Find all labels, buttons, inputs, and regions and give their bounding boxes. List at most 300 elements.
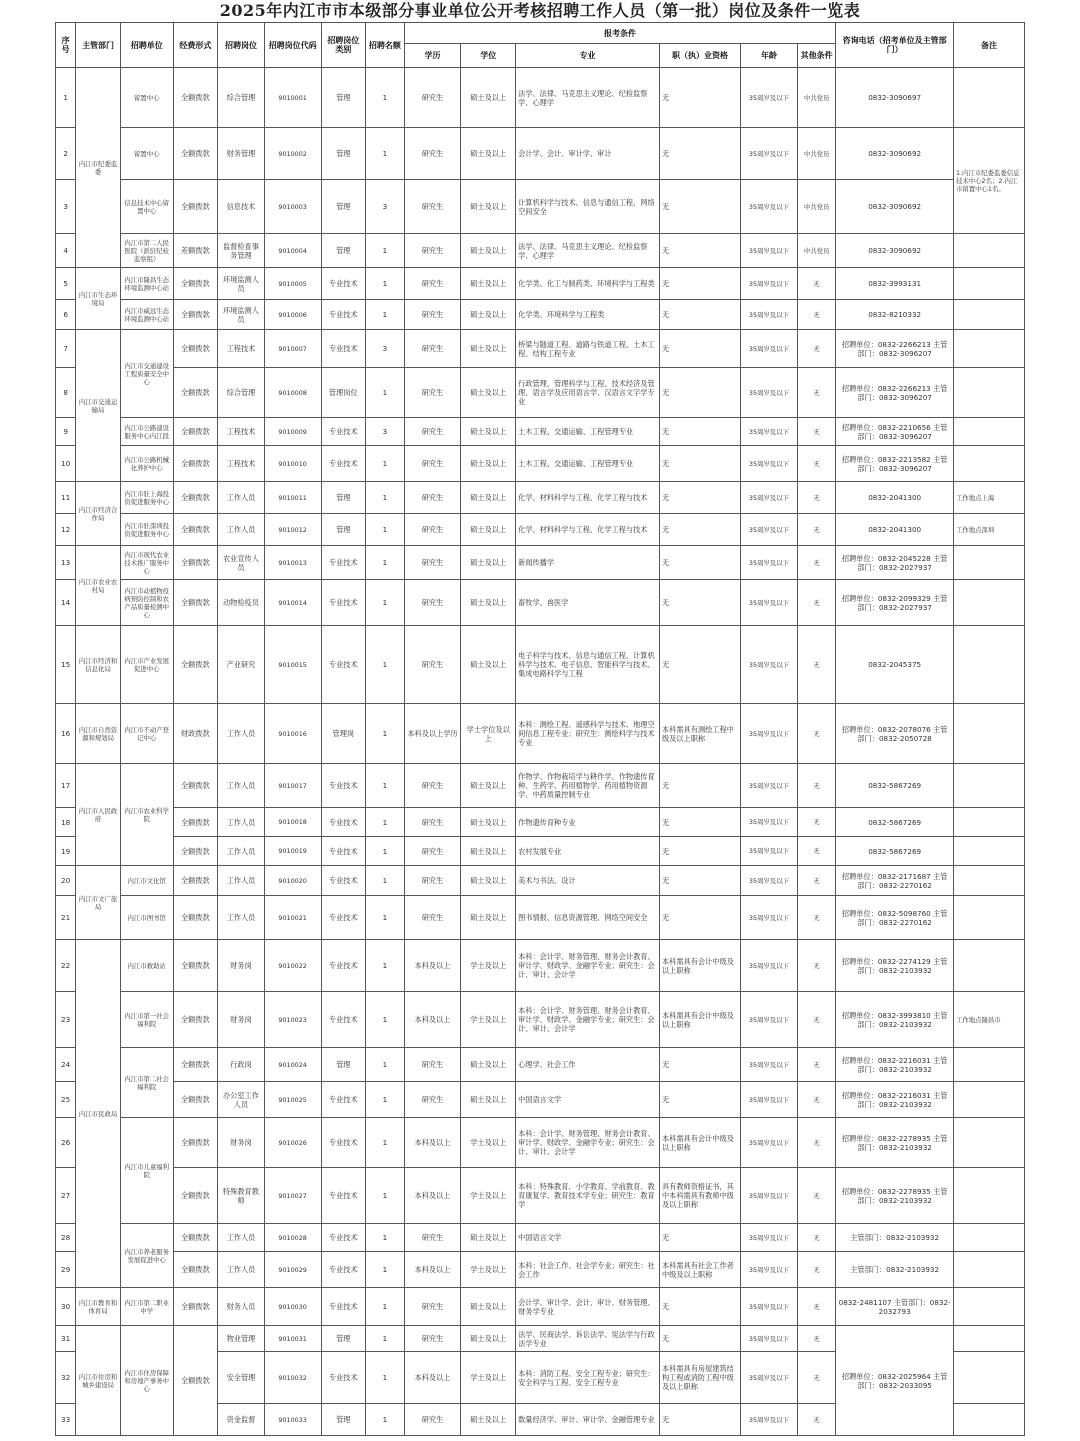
cell-unit: 内江市隆昌生态环境监测中心站 — [120, 268, 173, 300]
cell-code: 9010024 — [264, 1048, 321, 1082]
cell-major: 本科：会计学、财务管理、财务会计教育、审计学、财政学、金融学专业；研究生：会计、审计、会计学 — [516, 940, 660, 992]
table-row — [56, 514, 1025, 546]
cell-code: 9010031 — [264, 1326, 321, 1352]
cell-seq: 8 — [56, 368, 76, 418]
cell-category: 管理 — [321, 180, 366, 234]
cell-major: 化学、材料科学与工程、化学工程与技术 — [516, 482, 660, 514]
cell-education: 研究生 — [404, 1082, 461, 1118]
cell-education: 本科及以上 — [404, 1252, 461, 1288]
header-code: 招聘岗位代码 — [264, 23, 321, 68]
cell-remark — [953, 626, 1024, 704]
cell-phone: 0832-2045375 — [836, 626, 954, 704]
cell-age: 35周岁及以下 — [741, 180, 798, 234]
cell-position: 工作人员 — [218, 808, 265, 837]
cell-qualification: 无 — [659, 1224, 740, 1252]
cell-funding: 全额拨款 — [173, 1082, 218, 1118]
cell-major: 作物学、作物栽培学与耕作学、作物遗传育种、生药学、药用植物学、药用植物资源学、中药质量控制专业 — [516, 764, 660, 808]
cell-unit: 内江市第一社会福利院 — [120, 992, 173, 1048]
cell-phone: 0832-3090692 — [836, 180, 954, 234]
cell-category: 专业技术 — [321, 940, 366, 992]
cell-category: 专业技术 — [321, 808, 366, 837]
cell-code: 9010028 — [264, 1224, 321, 1252]
cell-position: 办公室工作人员 — [218, 1082, 265, 1118]
cell-dept: 内江市纪委监委 — [76, 68, 121, 268]
cell-dept: 内江市交通运输局 — [76, 330, 121, 482]
cell-code: 9010013 — [264, 546, 321, 580]
cell-phone: 0832-5867269 — [836, 837, 954, 866]
cell-dept: 内江市人民政府 — [76, 764, 121, 866]
cell-position: 工作人员 — [218, 866, 265, 896]
cell-degree: 硕士及以上 — [461, 1224, 516, 1252]
table-row — [56, 764, 1025, 808]
cell-seq: 17 — [56, 764, 76, 808]
cell-remark — [953, 1168, 1024, 1224]
cell-other: 中共党员 — [797, 128, 836, 180]
table-row — [56, 1082, 1025, 1118]
cell-unit: 内江市第二社会福利院 — [120, 1048, 173, 1118]
cell-degree: 硕士及以上 — [461, 482, 516, 514]
cell-unit: 内江市现代农业技术推广服务中心 — [120, 546, 173, 580]
cell-seq: 22 — [56, 940, 76, 992]
cell-phone: 0832-3090692 — [836, 128, 954, 180]
header-category: 招聘岗位类别 — [321, 23, 366, 68]
cell-education: 研究生 — [404, 300, 461, 330]
cell-funding: 全额拨款 — [173, 300, 218, 330]
cell-code: 9010011 — [264, 482, 321, 514]
cell-funding: 全额拨款 — [173, 580, 218, 626]
cell-other: 无 — [797, 1288, 836, 1326]
cell-remark: 工作地点隆昌市 — [953, 992, 1024, 1048]
cell-code: 9010025 — [264, 1082, 321, 1118]
cell-unit: 内江市救助站 — [120, 940, 173, 992]
cell-age: 35周岁及以下 — [741, 234, 798, 268]
cell-age: 35周岁及以下 — [741, 68, 798, 128]
cell-qualification: 无 — [659, 866, 740, 896]
table-row — [56, 837, 1025, 866]
cell-funding: 全额拨款 — [173, 482, 218, 514]
cell-unit: 内江市不动产登记中心 — [120, 704, 173, 764]
table-row — [56, 446, 1025, 482]
cell-phone: 0832-5867269 — [836, 764, 954, 808]
cell-phone: 招聘单位：0832-2274129 主管部门：0832-2103932 — [836, 940, 954, 992]
cell-degree: 硕士及以上 — [461, 514, 516, 546]
cell-funding: 全额拨款 — [173, 1048, 218, 1082]
cell-education: 研究生 — [404, 896, 461, 940]
cell-remark — [953, 1326, 1024, 1352]
cell-education: 本科及以上 — [404, 1118, 461, 1168]
cell-position: 工作人员 — [218, 514, 265, 546]
cell-major: 本科：消防工程、安全工程专业；研究生：安全科学与工程、安全工程专业 — [516, 1352, 660, 1404]
cell-funding: 全额拨款 — [173, 992, 218, 1048]
cell-unit: 内江市住房保障和房地产事务中心 — [120, 1326, 173, 1436]
cell-position: 工程技术 — [218, 330, 265, 368]
table-row — [56, 368, 1025, 418]
cell-qualification: 无 — [659, 446, 740, 482]
cell-major: 中国语言文学 — [516, 1224, 660, 1252]
cell-phone: 招聘单位：0832-2171687 主管部门：0832-2270162 — [836, 866, 954, 896]
cell-unit: 留置中心 — [120, 128, 173, 180]
cell-dept: 内江市自然资源和规划局 — [76, 704, 121, 764]
cell-count: 1 — [366, 704, 405, 764]
cell-seq: 6 — [56, 300, 76, 330]
cell-remark — [953, 446, 1024, 482]
cell-phone: 招聘单位：0832-2210656 主管部门：0832-3096207 — [836, 418, 954, 446]
cell-position: 工作人员 — [218, 896, 265, 940]
cell-other: 无 — [797, 268, 836, 300]
cell-position: 财务岗 — [218, 1118, 265, 1168]
cell-remark — [953, 764, 1024, 808]
cell-phone: 0832-3993131 — [836, 268, 954, 300]
cell-age: 35周岁及以下 — [741, 1082, 798, 1118]
cell-degree: 硕士及以上 — [461, 1326, 516, 1352]
cell-major: 会计学、审计学、会计、审计、财务管理、财务学专业 — [516, 1288, 660, 1326]
cell-dept: 内江市生态环境局 — [76, 268, 121, 330]
cell-seq: 15 — [56, 626, 76, 704]
cell-position: 工作人员 — [218, 704, 265, 764]
cell-major: 土木工程、交通运输、工程管理专业 — [516, 446, 660, 482]
cell-major: 法学、法律、马克思主义理论、纪检监察学、心理学 — [516, 68, 660, 128]
cell-qualification: 无 — [659, 1082, 740, 1118]
cell-major: 农村发展专业 — [516, 837, 660, 866]
cell-education: 研究生 — [404, 1048, 461, 1082]
cell-position: 财务岗 — [218, 992, 265, 1048]
cell-unit: 内江市儿童福利院 — [120, 1118, 173, 1224]
cell-other: 无 — [797, 580, 836, 626]
header-dept: 主管部门 — [76, 23, 121, 68]
cell-qualification: 无 — [659, 330, 740, 368]
cell-count: 1 — [366, 992, 405, 1048]
cell-position: 工作人员 — [218, 1224, 265, 1252]
cell-phone: 主管部门：0832-2103932 — [836, 1252, 954, 1288]
cell-category: 专业技术 — [321, 1082, 366, 1118]
cell-remark — [953, 68, 1024, 128]
cell-education: 研究生 — [404, 1404, 461, 1436]
cell-age: 35周岁及以下 — [741, 300, 798, 330]
cell-remark — [953, 546, 1024, 580]
cell-other: 无 — [797, 1082, 836, 1118]
cell-phone: 招聘单位：0832-2278935 主管部门：0832-2103932 — [836, 1118, 954, 1168]
cell-qualification: 无 — [659, 1404, 740, 1436]
cell-count: 3 — [366, 418, 405, 446]
table-row — [56, 1288, 1025, 1326]
cell-remark — [953, 704, 1024, 764]
cell-count: 1 — [366, 1326, 405, 1352]
cell-qualification: 无 — [659, 180, 740, 234]
cell-seq: 30 — [56, 1288, 76, 1326]
cell-category: 管理岗位 — [321, 368, 366, 418]
cell-age: 35周岁及以下 — [741, 992, 798, 1048]
cell-qualification: 无 — [659, 128, 740, 180]
cell-funding: 全额拨款 — [173, 1168, 218, 1224]
cell-category: 管理 — [321, 514, 366, 546]
cell-degree: 硕士及以上 — [461, 180, 516, 234]
cell-unit: 内江市图书馆 — [120, 896, 173, 940]
cell-phone: 0832-5867269 — [836, 808, 954, 837]
cell-phone: 0832-2481107 主管部门：0832-2032793 — [836, 1288, 954, 1326]
cell-code: 9010009 — [264, 418, 321, 446]
cell-other: 无 — [797, 837, 836, 866]
cell-seq: 18 — [56, 808, 76, 837]
cell-count: 1 — [366, 300, 405, 330]
header-remarks: 备注 — [953, 23, 1024, 68]
cell-major: 计算机科学与技术、信息与通信工程、网络空间安全 — [516, 180, 660, 234]
cell-remark — [953, 368, 1024, 418]
cell-phone: 招聘单位：0832-5098760 主管部门：0832-2270162 — [836, 896, 954, 940]
cell-funding: 全额拨款 — [173, 940, 218, 992]
cell-code: 9010019 — [264, 837, 321, 866]
cell-phone: 招聘单位：0832-2078076 主管部门：0832-2050728 — [836, 704, 954, 764]
cell-major: 行政管理、管理科学与工程、技术经济及管理、语言学及应用语言学、汉语言文字学专业 — [516, 368, 660, 418]
cell-phone: 招聘单位：0832-2266213 主管部门：0832-3096207 — [836, 330, 954, 368]
cell-position: 动物检疫员 — [218, 580, 265, 626]
cell-remark — [953, 1404, 1024, 1436]
cell-major: 图书情报、信息资源管理、网络空间安全 — [516, 896, 660, 940]
cell-degree: 学士及以上 — [461, 1252, 516, 1288]
cell-qualification: 无 — [659, 580, 740, 626]
cell-code: 9010012 — [264, 514, 321, 546]
cell-position: 综合管理 — [218, 368, 265, 418]
table-row — [56, 580, 1025, 626]
cell-seq: 26 — [56, 1118, 76, 1168]
cell-unit: 内江市养老服务发展促进中心 — [120, 1224, 173, 1288]
cell-phone: 招聘单位：0832-3993810 主管部门：0832-2103932 — [836, 992, 954, 1048]
cell-degree: 学士及以上 — [461, 992, 516, 1048]
cell-other: 无 — [797, 626, 836, 704]
cell-education: 本科及以上 — [404, 1168, 461, 1224]
cell-seq: 14 — [56, 580, 76, 626]
cell-dept: 内江市民政局 — [76, 940, 121, 1288]
cell-funding: 全额拨款 — [173, 764, 218, 808]
cell-major: 本科：会计学、财务管理、财务会计教育、审计学、财政学、金融学专业；研究生：会计、审计、会计学 — [516, 992, 660, 1048]
cell-age: 35周岁及以下 — [741, 1224, 798, 1252]
cell-remark — [953, 418, 1024, 446]
header-education: 学历 — [404, 44, 461, 68]
cell-seq: 4 — [56, 234, 76, 268]
cell-category: 专业技术 — [321, 626, 366, 704]
cell-count: 1 — [366, 1352, 405, 1404]
cell-unit: 内江市文化馆 — [120, 866, 173, 896]
cell-degree: 学士学位及以上 — [461, 704, 516, 764]
cell-funding: 全额拨款 — [173, 808, 218, 837]
cell-code: 9010007 — [264, 330, 321, 368]
cell-funding: 全额拨款 — [173, 514, 218, 546]
cell-seq: 33 — [56, 1404, 76, 1436]
cell-degree: 硕士及以上 — [461, 234, 516, 268]
cell-age: 35周岁及以下 — [741, 1404, 798, 1436]
cell-code: 9010023 — [264, 992, 321, 1048]
cell-qualification: 无 — [659, 68, 740, 128]
cell-seq: 1 — [56, 68, 76, 128]
header-qualification: 职（执）业资格 — [659, 44, 740, 68]
cell-major: 畜牧学、兽医学 — [516, 580, 660, 626]
cell-category: 专业技术 — [321, 1224, 366, 1252]
cell-count: 1 — [366, 368, 405, 418]
table-row — [56, 268, 1025, 300]
cell-code: 9010014 — [264, 580, 321, 626]
cell-education: 研究生 — [404, 764, 461, 808]
cell-count: 1 — [366, 896, 405, 940]
cell-education: 研究生 — [404, 234, 461, 268]
cell-funding: 全额拨款 — [173, 1326, 218, 1436]
cell-other: 无 — [797, 1352, 836, 1404]
cell-count: 1 — [366, 626, 405, 704]
table-row — [56, 68, 1025, 128]
cell-position: 财务岗 — [218, 940, 265, 992]
cell-code: 9010030 — [264, 1288, 321, 1326]
table-row — [56, 128, 1025, 180]
cell-phone: 招聘单位：0832-2278935 主管部门：0832-2103932 — [836, 1168, 954, 1224]
cell-remark — [953, 1118, 1024, 1168]
cell-position: 工作人员 — [218, 764, 265, 808]
cell-major: 会计学、会计、审计学、审计 — [516, 128, 660, 180]
cell-category: 专业技术 — [321, 1352, 366, 1404]
cell-major: 本科：社会工作、社会学专业；研究生：社会工作 — [516, 1252, 660, 1288]
cell-category: 专业技术 — [321, 866, 366, 896]
cell-major: 作物遗传育种专业 — [516, 808, 660, 837]
cell-count: 1 — [366, 1288, 405, 1326]
cell-count: 1 — [366, 940, 405, 992]
table-row — [56, 896, 1025, 940]
cell-qualification: 无 — [659, 514, 740, 546]
cell-count: 1 — [366, 482, 405, 514]
cell-age: 35周岁及以下 — [741, 940, 798, 992]
cell-qualification: 无 — [659, 482, 740, 514]
cell-other: 无 — [797, 514, 836, 546]
cell-age: 35周岁及以下 — [741, 704, 798, 764]
cell-age: 35周岁及以下 — [741, 128, 798, 180]
cell-other: 无 — [797, 764, 836, 808]
cell-phone: 招聘单位：0832-2025964 主管部门：0832-2033095 — [836, 1326, 954, 1436]
cell-remark — [953, 1352, 1024, 1404]
cell-seq: 32 — [56, 1352, 76, 1404]
cell-education: 研究生 — [404, 866, 461, 896]
cell-degree: 学士及以上 — [461, 1352, 516, 1404]
cell-code: 9010004 — [264, 234, 321, 268]
table-row — [56, 546, 1025, 580]
cell-remark — [953, 1288, 1024, 1326]
cell-age: 35周岁及以下 — [741, 1326, 798, 1352]
cell-position: 财务管理 — [218, 128, 265, 180]
cell-remark — [953, 940, 1024, 992]
cell-remark — [953, 896, 1024, 940]
cell-education: 研究生 — [404, 268, 461, 300]
cell-seq: 19 — [56, 837, 76, 866]
cell-category: 管理 — [321, 68, 366, 128]
cell-category: 管理 — [321, 1048, 366, 1082]
cell-unit: 内江市驻上海投资促进服务中心 — [120, 482, 173, 514]
cell-education: 研究生 — [404, 808, 461, 837]
cell-category: 管理 — [321, 128, 366, 180]
cell-qualification: 无 — [659, 268, 740, 300]
cell-funding: 全额拨款 — [173, 546, 218, 580]
table-row — [56, 626, 1025, 704]
cell-other: 中共党员 — [797, 234, 836, 268]
cell-education: 研究生 — [404, 180, 461, 234]
cell-seq: 25 — [56, 1082, 76, 1118]
cell-funding: 全额拨款 — [173, 837, 218, 866]
cell-major: 法学、民商法学、诉讼法学、宪法学与行政法学专业 — [516, 1326, 660, 1352]
cell-code: 9010002 — [264, 128, 321, 180]
cell-education: 研究生 — [404, 128, 461, 180]
cell-age: 35周岁及以下 — [741, 1252, 798, 1288]
cell-degree: 硕士及以上 — [461, 1082, 516, 1118]
cell-degree: 硕士及以上 — [461, 626, 516, 704]
cell-count: 1 — [366, 234, 405, 268]
cell-funding: 差额拨款 — [173, 234, 218, 268]
cell-category: 专业技术 — [321, 300, 366, 330]
cell-education: 研究生 — [404, 837, 461, 866]
cell-seq: 31 — [56, 1326, 76, 1352]
cell-other: 无 — [797, 1168, 836, 1224]
header-count: 招聘名额 — [366, 23, 405, 68]
cell-category: 专业技术 — [321, 546, 366, 580]
cell-count: 1 — [366, 1404, 405, 1436]
cell-other: 无 — [797, 1048, 836, 1082]
cell-age: 35周岁及以下 — [741, 837, 798, 866]
cell-phone: 招聘单位：0832-2099329 主管部门：0832-2027937 — [836, 580, 954, 626]
cell-phone: 招聘单位：0832-2045228 主管部门：0832-2027937 — [836, 546, 954, 580]
cell-dept: 内江市教育和体育局 — [76, 1288, 121, 1326]
cell-major: 化学类、化工与制药类、环境科学与工程类 — [516, 268, 660, 300]
cell-count: 1 — [366, 764, 405, 808]
cell-qualification: 本科需具有房屋建筑结构工程或消防工程中级及以上职称 — [659, 1352, 740, 1404]
cell-position: 特殊教育教师 — [218, 1168, 265, 1224]
cell-remark — [953, 1224, 1024, 1252]
cell-major: 本科：测绘工程、遥感科学与技术、地理空间信息工程专业；研究生：测绘科学与技术专业 — [516, 704, 660, 764]
cell-remark — [953, 300, 1024, 330]
cell-other: 无 — [797, 808, 836, 837]
cell-degree: 硕士及以上 — [461, 1404, 516, 1436]
cell-code: 9010005 — [264, 268, 321, 300]
cell-code: 9010027 — [264, 1168, 321, 1224]
cell-remark — [953, 1252, 1024, 1288]
cell-code: 9010016 — [264, 704, 321, 764]
cell-category: 专业技术 — [321, 764, 366, 808]
table-row — [56, 1326, 1025, 1352]
cell-qualification: 本科需具有会计中级及以上职称 — [659, 1118, 740, 1168]
cell-age: 35周岁及以下 — [741, 330, 798, 368]
header-seq: 序号 — [56, 23, 76, 68]
cell-education: 研究生 — [404, 546, 461, 580]
cell-qualification: 无 — [659, 626, 740, 704]
cell-code: 9010029 — [264, 1252, 321, 1288]
cell-position: 农业宣传人员 — [218, 546, 265, 580]
cell-age: 35周岁及以下 — [741, 1168, 798, 1224]
cell-unit: 信息技术中心留置中心 — [120, 180, 173, 234]
cell-category: 专业技术 — [321, 580, 366, 626]
cell-qualification: 无 — [659, 764, 740, 808]
cell-qualification: 无 — [659, 1326, 740, 1352]
cell-phone: 0832-3090697 — [836, 68, 954, 128]
cell-count: 1 — [366, 837, 405, 866]
cell-unit: 内江市公路建设服务中心内江段 — [120, 418, 173, 446]
cell-seq: 12 — [56, 514, 76, 546]
cell-seq: 10 — [56, 446, 76, 482]
cell-count: 1 — [366, 1048, 405, 1082]
cell-count: 1 — [366, 1224, 405, 1252]
cell-position: 工作人员 — [218, 482, 265, 514]
header-position: 招聘岗位 — [218, 23, 265, 68]
cell-remark: 1.内江市纪委监委信息技术中心2名；2.内江市留置中心1名。 — [953, 128, 1024, 234]
cell-other: 无 — [797, 418, 836, 446]
cell-category: 管理岗 — [321, 704, 366, 764]
cell-phone: 招聘单位：0832-2216031 主管部门：0832-2103932 — [836, 1082, 954, 1118]
cell-position: 环境监测人员 — [218, 268, 265, 300]
cell-seq: 24 — [56, 1048, 76, 1082]
cell-count: 1 — [366, 446, 405, 482]
cell-category: 管理 — [321, 1326, 366, 1352]
table-row — [56, 866, 1025, 896]
